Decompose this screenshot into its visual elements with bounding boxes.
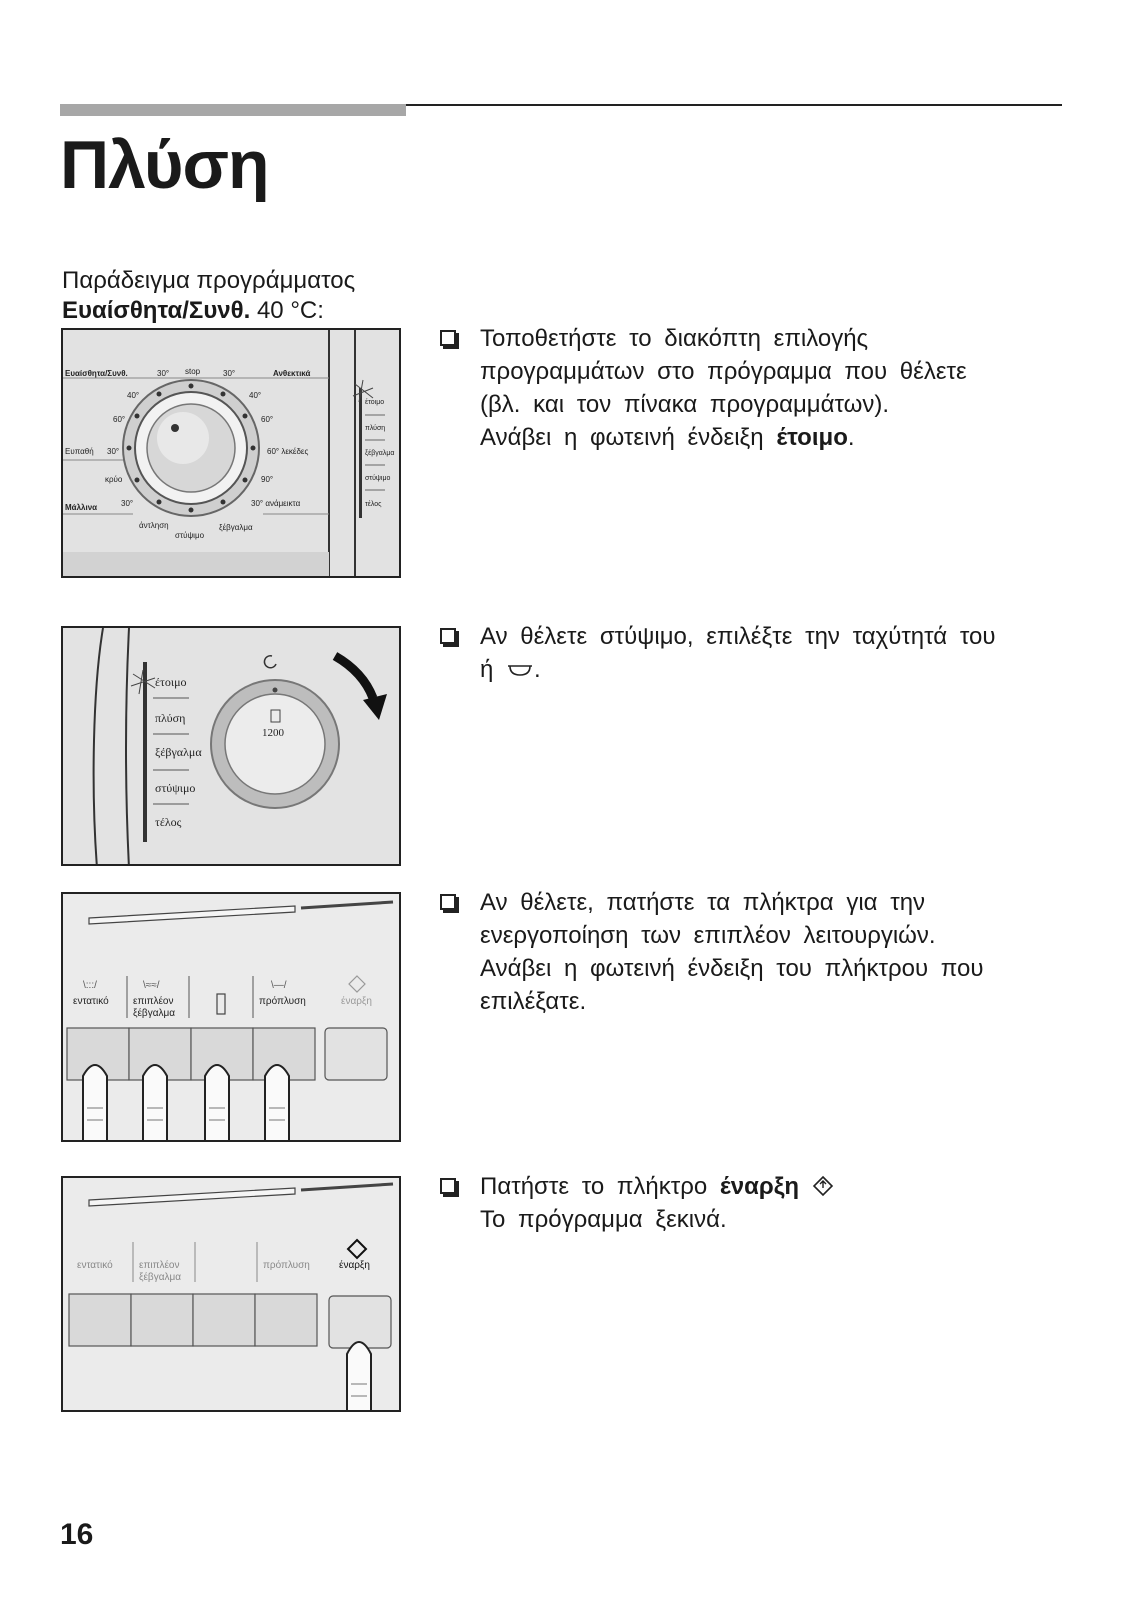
status-wash: πλύση <box>155 711 186 725</box>
label-start: έναρξη <box>341 996 372 1007</box>
step-tail: . <box>847 424 855 451</box>
prewash-icon: \—/ <box>271 980 287 991</box>
start-icon <box>812 1175 834 1197</box>
step-select-spin <box>440 620 1070 686</box>
step-press-start <box>440 1170 1070 1236</box>
label-extra-rinse: επιπλέον <box>133 996 174 1007</box>
label-rinse: ξέβγαλμα <box>219 523 253 532</box>
label-stop: stop <box>185 367 201 376</box>
example-line-1: Παράδειγμα προγράμματος <box>62 267 356 294</box>
temp-label: 60° <box>113 415 126 424</box>
example-temperature: 40 °C: <box>256 297 324 324</box>
status-end: τέλος <box>155 815 182 829</box>
start-button-illustration <box>61 1176 401 1412</box>
temp-label: 30° ανάμεικτα <box>251 499 301 508</box>
temp-label: κρύο <box>105 475 123 484</box>
step-select-programme <box>440 322 1070 454</box>
step-line: Αν θέλετε στύψιμο, επιλέξτε την ταχύτητά του <box>480 623 996 650</box>
step-line: Το πρόγραμμα ξεκινά. <box>480 1206 727 1233</box>
extra-rinse-icon: \≈≈/ <box>143 980 160 991</box>
label-wool: Μάλλινα <box>65 503 98 512</box>
temp-label: 30° <box>121 499 134 508</box>
example-line-2 <box>62 296 422 326</box>
temp-label: 40° <box>127 391 140 400</box>
label-start: έναρξη <box>339 1260 370 1271</box>
temp-label: 30° <box>107 447 120 456</box>
step-line: Τοποθετήστε το διακόπτη επιλογής <box>480 325 869 352</box>
checkbox-bullet-icon <box>440 894 456 910</box>
example-caption <box>62 266 422 326</box>
label-extra-rinse: επιπλέον <box>139 1260 180 1271</box>
step-bold-term: έτοιμο <box>776 424 848 451</box>
label-cottons: Ανθεκτικά <box>273 369 311 378</box>
status-rinse: ξέβγαλμα <box>365 450 395 457</box>
temp-label: 90° <box>261 475 274 484</box>
label-delicates-synthetics: Ευαίσθητα/Συνθ. <box>65 369 128 378</box>
intensive-icon: \:::/ <box>83 980 97 991</box>
header-rule <box>406 104 1062 106</box>
step-text: Πατήστε το πλήκτρο <box>480 1173 708 1200</box>
step-line: επιλέξατε. <box>480 988 587 1015</box>
step-line: Αν θέλετε, πατήστε τα πλήκτρα για την <box>480 889 926 916</box>
step-line <box>480 653 1070 686</box>
step-text: ή <box>480 656 494 683</box>
label-spin: στύψιμο <box>175 531 205 540</box>
example-programme-name: Ευαίσθητα/Συνθ. <box>62 297 251 324</box>
label-intensive: εντατικό <box>77 1260 113 1271</box>
label-prewash: πρόπλυση <box>259 996 306 1007</box>
rinse-hold-icon <box>506 663 534 677</box>
label-extra-rinse-2: ξέβγαλμα <box>133 1008 176 1019</box>
checkbox-bullet-icon <box>440 330 456 346</box>
label-extra-rinse-2: ξέβγαλμα <box>139 1272 182 1283</box>
option-buttons-illustration <box>61 892 401 1142</box>
status-end: τέλος <box>365 501 382 508</box>
temp-label: 60° <box>261 415 274 424</box>
temp-label: 40° <box>249 391 262 400</box>
step-line: προγραμμάτων στο πρόγραμμα που θέλετε <box>480 358 967 385</box>
status-spin: στύψιμο <box>365 475 391 482</box>
step-tail: . <box>534 656 541 683</box>
programme-dial-illustration <box>61 328 401 578</box>
status-rinse: ξέβγαλμα <box>155 745 202 759</box>
status-ready: έτοιμο <box>365 399 385 406</box>
checkbox-bullet-icon <box>440 628 456 644</box>
step-line <box>480 421 1070 454</box>
step-line: Ανάβει η φωτεινή ένδειξη του πλήκτρου που <box>480 955 984 982</box>
label-prewash: πρόπλυση <box>263 1260 310 1271</box>
label-drain: άντληση <box>139 521 169 530</box>
status-ready: έτοιμο <box>155 675 187 689</box>
status-wash: πλύση <box>365 425 386 432</box>
status-spin: στύψιμο <box>155 781 196 795</box>
label-easy-care: Ευπαθή <box>65 447 94 456</box>
temp-label: 30° <box>223 369 236 378</box>
step-line <box>480 1170 1070 1203</box>
step-text: Ανάβει η φωτεινή ένδειξη <box>480 424 764 451</box>
step-select-options <box>440 886 1070 1018</box>
spin-speed-value: 1200 <box>262 727 284 739</box>
spin-dial-illustration <box>61 626 401 866</box>
step-bold-term: έναρξη <box>719 1173 800 1200</box>
label-intensive: εντατικό <box>73 996 109 1007</box>
checkbox-bullet-icon <box>440 1178 456 1194</box>
step-line: ενεργοποίηση των επιπλέον λειτουργιών. <box>480 922 936 949</box>
page-title: Πλύση <box>60 127 269 203</box>
header-accent-bar <box>60 104 406 116</box>
step-line: (βλ. και τον πίνακα προγραμμάτων). <box>480 391 890 418</box>
temp-label: 30° <box>157 369 170 378</box>
temp-label: 60° λεκέδες <box>267 447 309 456</box>
page-number: 16 <box>60 1518 94 1551</box>
